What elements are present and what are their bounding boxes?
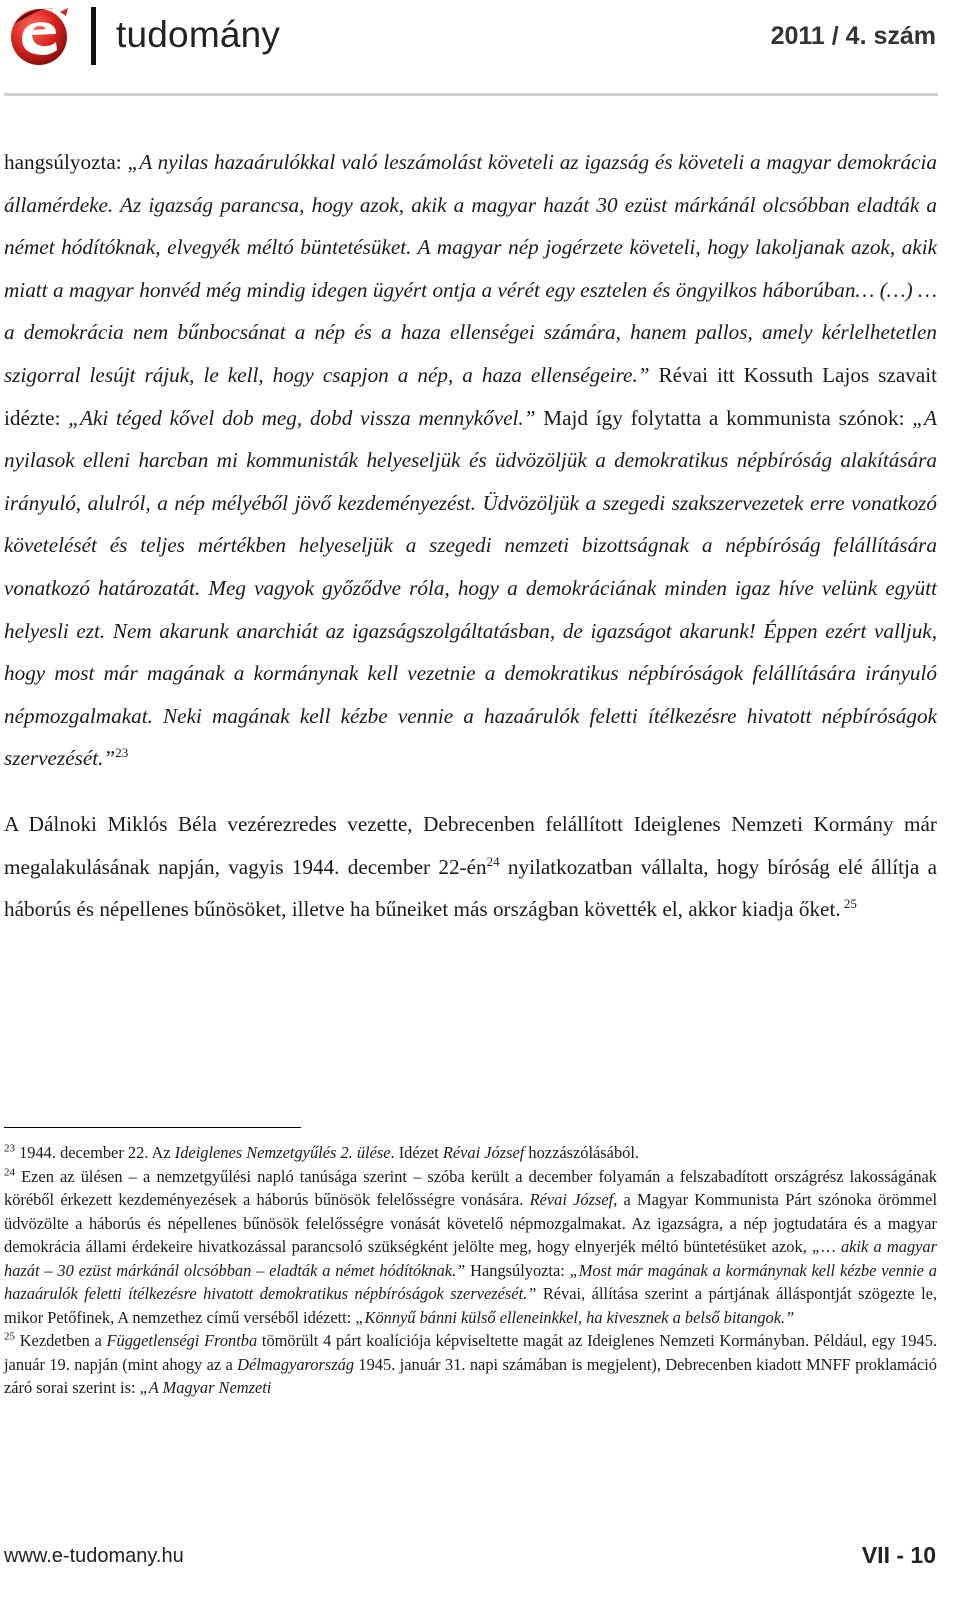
- footnote-ref: 24: [4, 1166, 15, 1179]
- footnote-separator: [4, 1127, 301, 1128]
- text-run: nyilatkozatban vállalta, hogy bíróság elé állítja a háborús és népellenes bűnösöket, illetve ha bűneiket más országban követték el, akkor kiadja őket.: [4, 854, 937, 922]
- paragraph-government: [4, 803, 937, 931]
- footnote-24: [4, 1165, 937, 1330]
- italic-text-run: „A nyilas hazaárulókkal való leszámolást követeli az igazság és követeli a magyar demokrácia államérdeke. Az igazság parancsa, hogy azok, akik a magyar hazát 30 ezüst márkánál olcsóbban eladták a német hódítóknak, elvegyék méltó büntetésüket. A magyar nép jogérzete követeli, hogy lakoljanak azok, akik miatt a magyar honvéd még mindig idegen ügyért ontja a vérét egy esztelen és öngyilkos háborúban… (…) …a demokrácia nem bűnbocsánat a nép és a haza ellenségei számára, hanem pallos, amely kérlelhetetlen szigorral lesújt rájuk, le kell, hogy csapjon a nép, a haza ellenségeire.”: [4, 150, 937, 387]
- text-run: Majd így folytatta a kommunista szónok:: [535, 405, 913, 430]
- italic-text-run: „Könnyű bánni külső elleneinkkel, ha kivesznek a belső bitangok.”: [355, 1307, 795, 1327]
- footer-url-link[interactable]: www.e-tudomany.hu: [4, 1545, 184, 1567]
- italic-text-run: „Aki téged kővel dob meg, dobd vissza mennykővel.”: [68, 405, 536, 430]
- page-number: VII - 10: [861, 1542, 936, 1568]
- footnote-25: [4, 1329, 937, 1400]
- text-run: Ezen az ülésen – a nemzetgyűlési napló tanúsága szerint – szóba került a december folyamán a felszabadított országrész lakosságának köréből érkezett kezdeményezések a háborús bűnösök felelősségre vonására.: [4, 1166, 937, 1209]
- italic-text-run: „A Magyar Nemzeti: [139, 1378, 272, 1397]
- italic-text-run: Függetlenségi Frontba: [106, 1331, 258, 1350]
- text-run: hangsúlyozta:: [4, 150, 128, 174]
- text-run: Kezdetben a: [15, 1331, 107, 1350]
- text-run: A Dálnoki Miklós Béla vezérezredes vezette, Debrecenben felállított Ideiglenes Nemzeti Kormány már megalakulásának napján, vagyis 1944. december 22-én: [4, 811, 937, 879]
- footnote-23: [4, 1141, 937, 1165]
- footnote-ref: 25: [4, 1330, 15, 1343]
- footnote-ref: 23: [115, 745, 129, 761]
- e-tudomany-logo-icon[interactable]: [8, 4, 74, 68]
- italic-text-run: „Most már magának a kormánynak kell kézbe vennie a hazaárulók feletti ítélkezésre hivatott demokratikus népbíróságok szervezését.”: [4, 1260, 937, 1303]
- text-run: 1945. január 31. napi számában is megjelent), Debrecenben kiadott MNFF proklamáció záró sorai szerint is:: [4, 1354, 937, 1397]
- article-body: [4, 141, 937, 931]
- italic-text-run: Révai József: [529, 1190, 614, 1209]
- italic-text-run: Ideiglenes Nemzetgyűlés 2. ülése: [174, 1143, 391, 1162]
- text-run: Hangsúlyozta:: [465, 1260, 570, 1280]
- text-run: Révai, állítása szerint a pártjának álláspontját szögezte le, mikor Petőfinek, A nemzethez című verséből idézett:: [4, 1284, 937, 1327]
- footnotes: [4, 1141, 937, 1400]
- footnote-ref: 24: [486, 853, 500, 869]
- italic-text-run: Délmagyarország: [237, 1354, 355, 1374]
- issue-label: 2011 / 4. szám: [770, 22, 936, 50]
- text-run: Révai itt Kossuth Lajos szavait idézte:: [4, 362, 938, 430]
- text-run: tömörült 4 párt koalíciója képviseltette magát az Ideiglenes Nemzeti Kormányban. Például, egy 1945. január 19. napján (mint ahogy az a: [4, 1331, 937, 1374]
- text-run: , a Magyar Kommunista Párt szónoka örömmel üdvözölte a háborús és népellenes bűnösök felelősségre vonását követelő népmozgalmakat. Az igazságra, a nép jogtudatára és a magyar demokrácia állami érdekeire hivatkozással parancsoló szükségként jelölte meg, hogy elnyerjék méltó büntetésüket azok,: [4, 1190, 937, 1256]
- header-rule: [4, 93, 938, 96]
- site-brand[interactable]: tudomány: [116, 14, 281, 55]
- text-run: 1944. december 22. Az: [15, 1143, 175, 1162]
- footnote-ref: 25: [840, 896, 857, 912]
- footnote-ref: 23: [4, 1142, 15, 1155]
- text-run: . Idézet: [390, 1143, 443, 1162]
- page-header: [0, 0, 960, 98]
- italic-text-run: Révai József: [442, 1143, 525, 1162]
- italic-text-run: „… akik a magyar hazát – 30 ezüst márkánál olcsóbban – eladták a német hódítóknak.”: [4, 1237, 937, 1280]
- header-divider: [91, 7, 96, 65]
- paragraph-quote: [4, 141, 937, 780]
- text-run: hozzászólásából.: [524, 1143, 639, 1162]
- italic-text-run: „A nyilasok elleni harcban mi kommunisták helyeseljük és üdvözöljük a demokratikus népbíróság alakítására irányuló, alulról, a nép mélyéből jövő kezdeményezést. Üdvözöljük a szegedi szakszervezetek erre vonatkozó követelését és teljes mértékben helyeseljük a szegedi nemzeti bizottságnak a népbíróság felállítására vonatkozó határozatát. Meg vagyok győződve róla, hogy a demokráciának minden igaz híve velünk együtt helyesli ezt. Nem akarunk anarchiát az igazságszolgáltatásban, de igazságot akarunk! Éppen ezért valljuk, hogy most már magának a kormánynak kell vezetnie a demokratikus népbíróságok felállítására irányuló népmozgalmakat. Neki magának kell kézbe vennie a hazaárulók feletti ítélkezésre hivatott népbíróságok szervezését.”: [4, 405, 937, 771]
